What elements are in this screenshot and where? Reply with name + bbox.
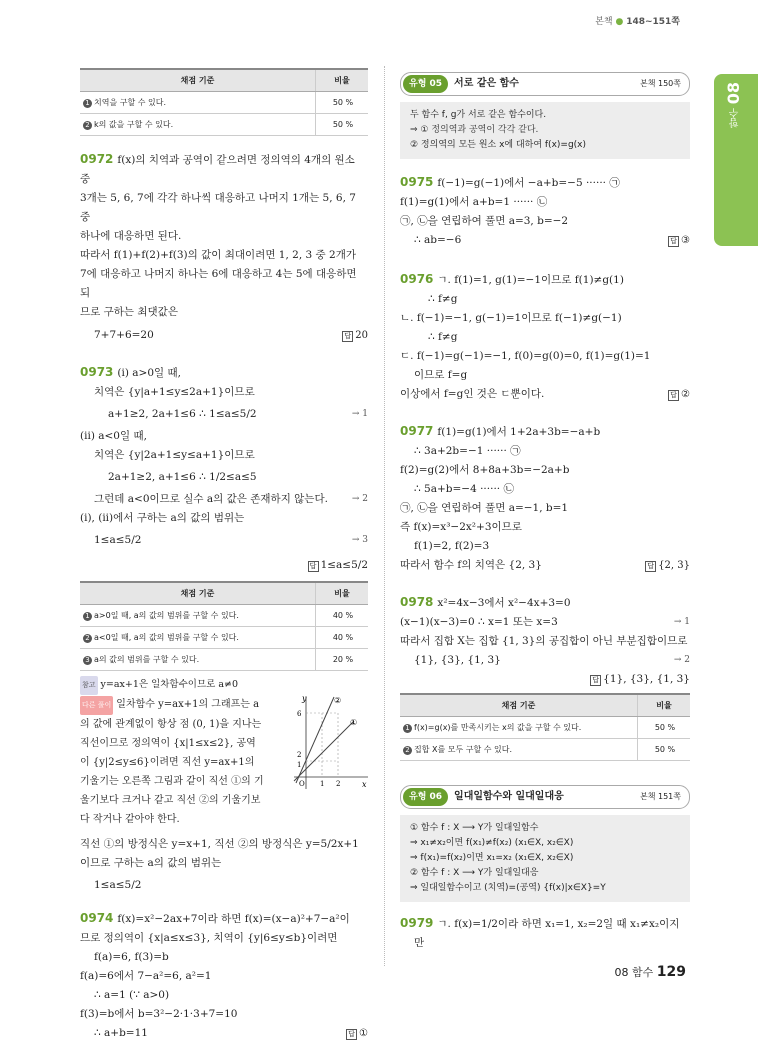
svg-text:1: 1 (297, 761, 302, 769)
topic-06-header: 유형 06 일대일함수와 일대일대응 본책 151쪽 (400, 785, 690, 809)
right-column (400, 72, 690, 953)
grading-table-3: 채점 기준 비율 1 f(x)=g(x)를 만족시키는 x의 값을 구할 수 있다. 50 % 2 집합 X를 모두 구할 수 있다. 50 % (400, 693, 690, 761)
svg-text:O: O (299, 780, 305, 788)
page-header: 본책 ● 148~151쪽 (595, 17, 680, 27)
chapter-number: 08 (724, 82, 743, 105)
svg-text:②: ② (334, 696, 342, 705)
left-column (80, 68, 368, 1043)
topic-06-summary: ① 함수 f : X ⟶ Y가 일대일함수 ⇒ x₁≠x₂이면 f(x₁)≠f(x₂) (x₁∈X, x₂∈X) ⇒ f(x₁)=f(x₂)이면 x₁=x₂ (x₁∈X, x₂∈X) ② 함수 f : X ⟶ Y가 일대일대응 ⇒ 일대일함수이고 (치역)=(공역) {f(x)|x∈X}=Y (400, 815, 690, 902)
problem-0972: 0972 f(x)의 치역과 공역이 같으려면 정의역의 4개의 원소 중 3개는 5, 6, 7에 각각 하나씩 대응하고 나머지 1개는 5, 6, 7 중 하나에 대응하면 된다. 따라서 f(1)+f(2)+f(3)의 값이 최대이려면 1, 2, 3 중 2개가 7에 대응하고 나머지 하나는 6에 대응하고 4는 5에 대응하면 되 므로 구하는 최댓값은 7+7+6=20 답 20 (80, 152, 368, 341)
problem-0975: 0975 f(−1)=g(−1)에서 −a+b=−5 ······ ㉠ f(1)=g(1)에서 a+b=1 ······ ㉡ ㉠, ㉡을 연립하여 풀면 a=3, b=−2 ∴ ab=−6 답 ③ (400, 175, 690, 246)
svg-text:1: 1 (320, 780, 325, 788)
problem-0974: 0974 f(x)=x²−2ax+7이라 하면 f(x)=(x−a)²+7−a²이 므로 정의역이 {x|a≤x≤3}, 치역이 {y|6≤y≤b}이려면 f(a)=6, f(3)=b f(a)=6에서 7−a²=6, a²=1 ∴ a=1 (∵ a>0) f(3)=b에서 b=3²−2·1·3+7=10 ∴ a+b=11 답 ① (80, 911, 368, 1039)
svg-text:2: 2 (297, 751, 302, 759)
problem-0978: 0978 x²=4x−3에서 x²−4x+3=0 (x−1)(x−3)=0 ∴ x=1 또는 x=3 → 1 따라서 집합 X는 집합 {1, 3}의 공집합이 아닌 부분집합이므로 {1}, {3}, {1, 3} → 2 답 {1}, {3}, {1, 3} (400, 595, 690, 685)
problem-0977: 0977 f(1)=g(1)에서 1+2a+3b=−a+b ∴ 3a+2b=−1 ······ ㉠ f(2)=g(2)에서 8+8a+3b=−2a+b ∴ 5a+b=−4 ······ ㉡ ㉠, ㉡을 연립하여 풀면 a=−1, b=1 즉 f(x)=x³−2x²+3이므로 f(1)=2, f(2)=3 따라서 함수 f의 치역은 {2, 3} 답 {2, 3} (400, 424, 690, 571)
svg-text:2: 2 (336, 780, 341, 788)
chapter-tab[interactable] (714, 74, 758, 246)
svg-text:y: y (302, 694, 307, 703)
topic-05-summary: 두 함수 f, g가 서로 같은 함수이다. ⇒ ① 정의역과 공역이 각각 같다. ② 정의역의 모든 원소 x에 대하여 f(x)=g(x) (400, 102, 690, 159)
line-graph (290, 693, 370, 797)
problem-0973: 0973 (i) a>0일 때, 치역은 {y|a+1≤y≤2a+1}이므로 a+1≥2, 2a+1≤6 ∴ 1≤a≤5/2 → 1 (ii) a<0일 때, 치역은 {y|2a+1≤y≤a+1}이므로 2a+1≥2, a+1≤6 ∴ 1/2≤a≤5 그런데 a<0이므로 실수 a의 값은 존재하지 않는다. → 2 (i), (ii)에서 구하는 a의 값의 범위는 1≤a≤5/2 → 3 답 1≤a≤5/2 (80, 365, 368, 571)
column-divider (384, 66, 386, 966)
chapter-label: 함수 (730, 108, 741, 128)
svg-text:x: x (362, 780, 367, 789)
note-block: 참고 y=ax+1은 일차함수이므로 a≠0 다른 풀이 일차함수 y=ax+1의 그래프는 a 의 값에 관계없이 항상 점 (0, 1)을 지나는 직선이므로 정의역이 {x|1≤x≤2}, 공역 이 {y|2≤y≤6}이려면 직선 y=ax+1의 기울기는 오른쪽 그림과 같이 직선 ①의 기 울기보다 크거나 같고 직선 ②의 기울기보 다 작거나 같아야 한다. y x ② ① 6 2 1 O 1 2 직선 ①의 방정식은 y=x+1, 직선 ②의 방정식은 y=5/2x+1 이므로 구하는 a의 값의 범위는 1≤a≤5/2 (80, 675, 368, 895)
topic-05-header: 유형 05 서로 같은 함수 본책 150쪽 (400, 72, 690, 96)
page-footer: 08 함수 129 (614, 964, 686, 980)
problem-0976: 0976 ㄱ. f(1)=1, g(1)=−1이므로 f(1)≠g(1) ∴ f≠g ㄴ. f(−1)=−1, g(−1)=1이므로 f(−1)≠g(−1) ∴ f≠g ㄷ. f(−1)=g(−1)=−1, f(0)=g(0)=0, f(1)=g(1)=1 이므로 f=g 이상에서 f=g인 것은 ㄷ뿐이다. 답 ② (400, 272, 690, 400)
problem-0979: 0979 ㄱ. f(x)=1/2이라 하면 x₁=1, x₂=2일 때 x₁≠x₂이지 만 (400, 916, 680, 949)
svg-text:①: ① (350, 718, 358, 727)
grading-table-2: 채점 기준 비율 1 a>0일 때, a의 값의 범위를 구할 수 있다. 40 % 2 a<0일 때, a의 값의 범위를 구할 수 있다. 40 % 3 a의 값의 범위를 구할 수 있다. 20 % (80, 581, 368, 671)
svg-text:6: 6 (297, 710, 302, 718)
grading-table-1: 채점 기준 비율 1 치역을 구할 수 있다. 50 % 2 k의 값을 구할 수 있다. 50 % (80, 68, 368, 136)
